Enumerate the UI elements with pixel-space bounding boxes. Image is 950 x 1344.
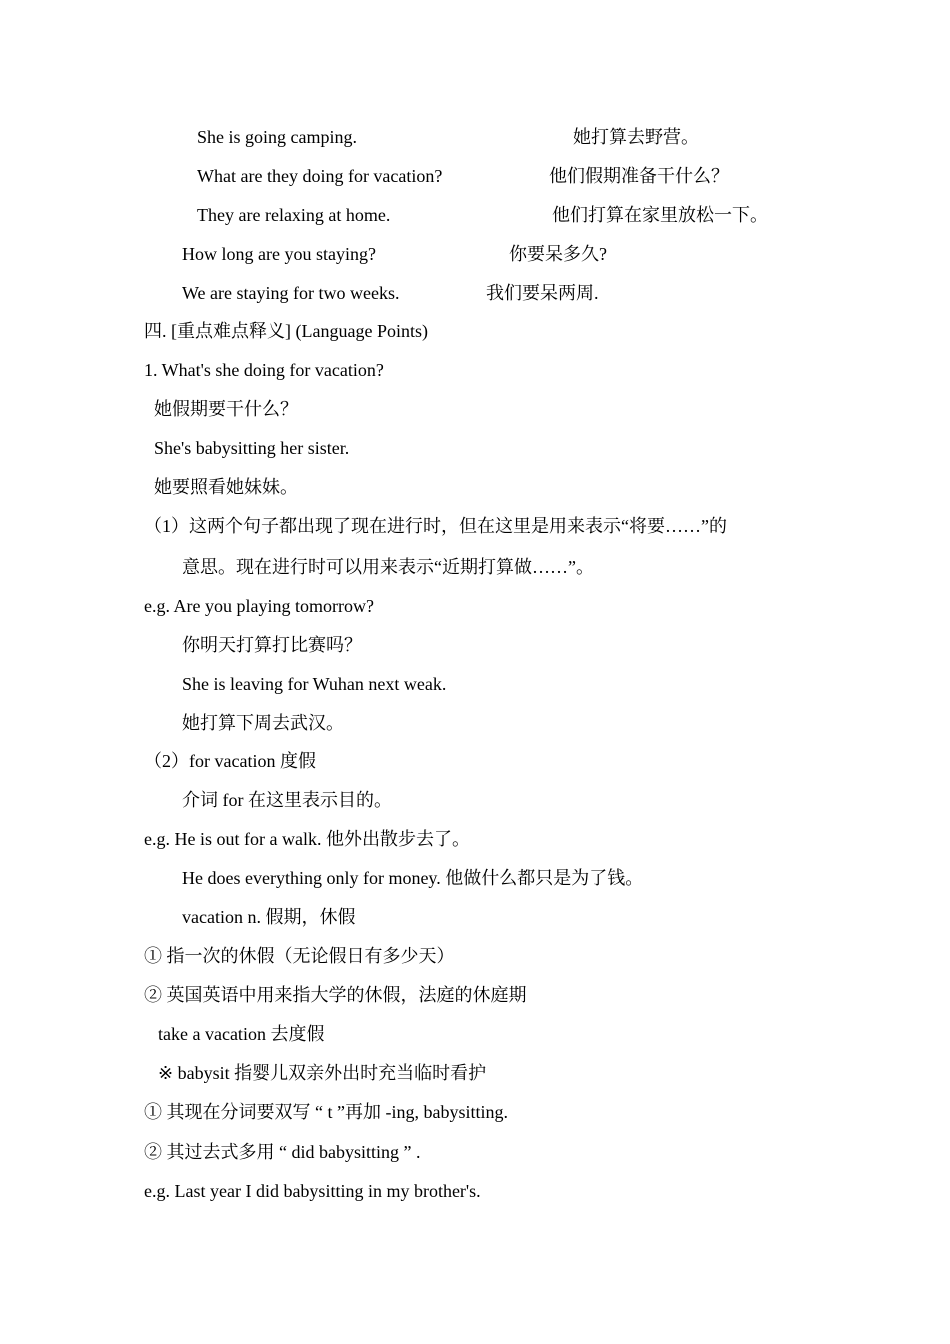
point-question-zh: 她假期要干什么？ <box>154 399 298 419</box>
dialogue-en-2: What are they doing for vacation? <box>197 166 443 186</box>
example-1-zh: 你明天打算打比赛吗？ <box>182 635 362 655</box>
example-1: e.g. Are you playing tomorrow? <box>144 596 374 616</box>
dialogue-zh-1: 她打算去野营。 <box>573 127 699 147</box>
dialogue-zh-5: 我们要呆两周. <box>486 283 599 303</box>
section-heading: 四. [重点难点释义] (Language Points) <box>144 321 428 341</box>
example-2: She is leaving for Wuhan next weak. <box>182 674 447 694</box>
dialogue-zh-4: 你要呆多久? <box>509 244 607 264</box>
babysit-item-2: ② 其过去式多用 “ did babysitting ” . <box>144 1142 421 1162</box>
dialogue-en-5: We are staying for two weeks. <box>182 283 400 303</box>
note2-detail: 介词 for 在这里表示目的。 <box>182 790 392 810</box>
dialogue-zh-2: 他们假期准备干什么？ <box>549 166 729 186</box>
dialogue-en-1: She is going camping. <box>197 127 357 147</box>
note2: （2）for vacation 度假 <box>144 751 316 771</box>
phrase: take a vacation 去度假 <box>158 1024 325 1044</box>
example-3: e.g. He is out for a walk. 他外出散步去了。 <box>144 829 470 849</box>
point-answer-zh: 她要照看她妹妹。 <box>154 477 298 497</box>
babysit-item-1: ① 其现在分词要双写 “ t ”再加 -ing, babysitting. <box>144 1102 508 1122</box>
babysit-note: ※ babysit 指婴儿双亲外出时充当临时看护 <box>158 1063 487 1083</box>
vocab-item-1: ① 指一次的休假（无论假日有多少天） <box>144 946 455 966</box>
dialogue-zh-3: 他们打算在家里放松一下。 <box>552 205 768 225</box>
vocab-entry: vacation n. 假期，休假 <box>182 907 356 927</box>
dialogue-en-3: They are relaxing at home. <box>197 205 391 225</box>
example-4: He does everything only for money. 他做什么都只是为了钱。 <box>182 868 644 888</box>
dialogue-en-4: How long are you staying? <box>182 244 376 264</box>
note1-line2: 意思。现在进行时可以用来表示“近期打算做……”。 <box>182 557 594 577</box>
example-2-zh: 她打算下周去武汉。 <box>182 713 344 733</box>
vocab-item-2: ② 英国英语中用来指大学的休假，法庭的休庭期 <box>144 985 527 1005</box>
example-5: e.g. Last year I did babysitting in my brother's. <box>144 1181 481 1201</box>
point-question: 1. What's she doing for vacation? <box>144 360 384 380</box>
note1-line1: （1）这两个句子都出现了现在进行时，但在这里是用来表示“将要……”的 <box>144 516 727 536</box>
point-answer: She's babysitting her sister. <box>154 438 350 458</box>
